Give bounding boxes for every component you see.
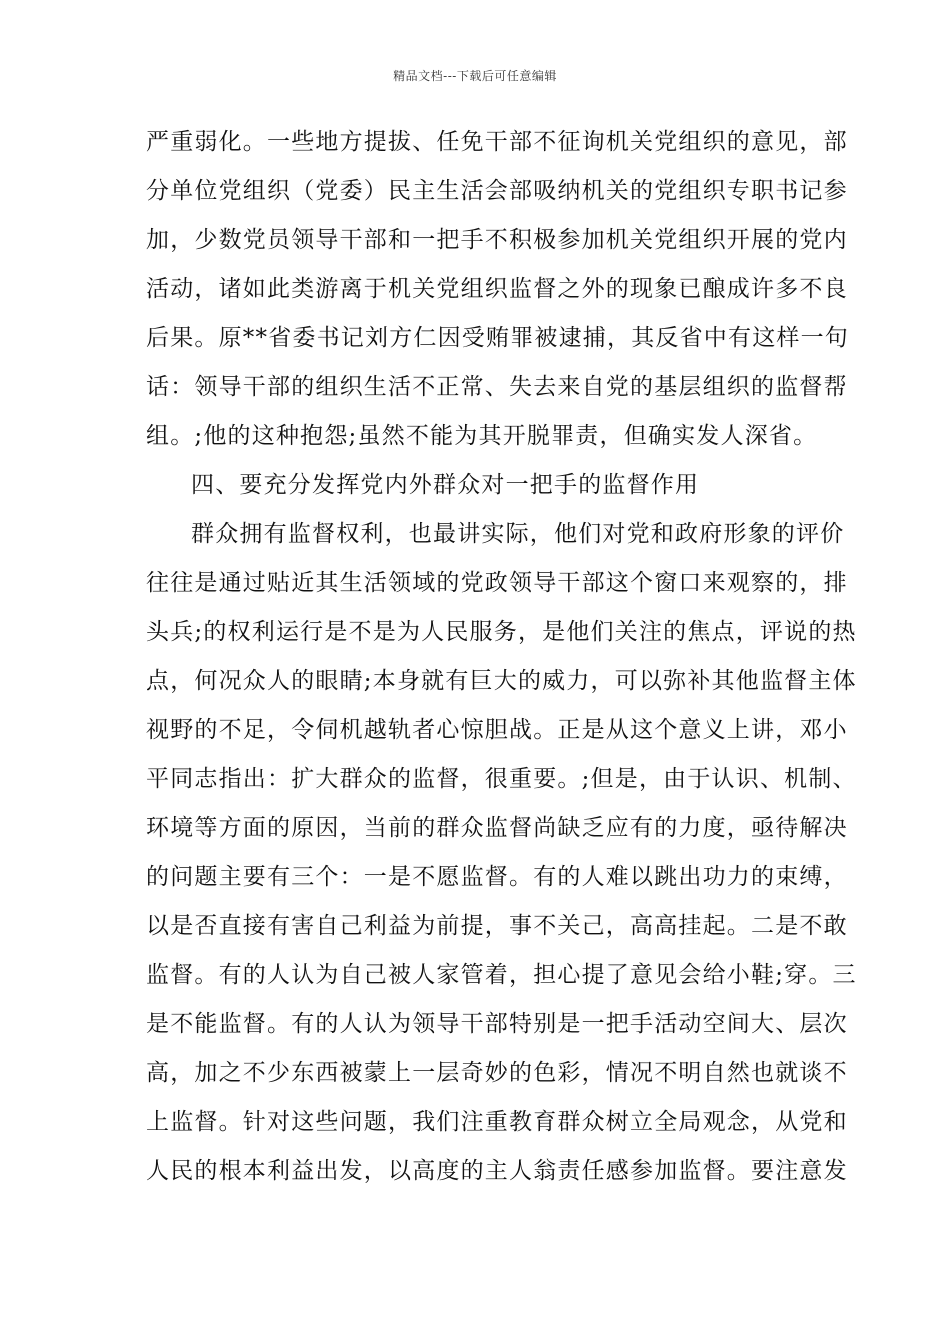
- text-line: 以是否直接有害自己利益为前提，事不关己，高高挂起。二是不敢: [146, 913, 848, 939]
- page-header: 精品文档---下载后可任意编辑: [393, 69, 557, 83]
- text-line: 人民的根本利益出发，以高度的主人翁责任感参加监督。要注意发: [146, 1158, 848, 1184]
- text-line: 往往是通过贴近其生活领域的党政领导干部这个窗口来观察的，排: [146, 570, 848, 596]
- text-line: 活动，诸如此类游离于机关党组织监督之外的现象已酿成许多不良: [146, 276, 848, 302]
- text-line: 后果。原**省委书记刘方仁因受贿罪被逮捕，其反省中有这样一句: [146, 325, 849, 351]
- section-heading: 四、要充分发挥党内外群众对一把手的监督作用: [191, 472, 700, 498]
- text-line: 平同志指出：扩大群众的监督，很重要。;但是，由于认识、机制、: [146, 766, 857, 792]
- text-line: 环境等方面的原因，当前的群众监督尚缺乏应有的力度，亟待解决: [146, 815, 848, 841]
- text-line: 点，何况众人的眼睛;本身就有巨大的威力，可以弥补其他监督主体: [146, 668, 857, 694]
- text-line: 群众拥有监督权利，也最讲实际，他们对党和政府形象的评价: [191, 521, 845, 547]
- text-line: 监督。有的人认为自己被人家管着，担心提了意见会给小鞋;穿。三: [146, 962, 857, 988]
- text-line: 高，加之不少东西被蒙上一层奇妙的色彩，情况不明自然也就谈不: [146, 1060, 848, 1086]
- text-line: 是不能监督。有的人认为领导干部特别是一把手活动空间大、层次: [146, 1011, 848, 1037]
- text-line: 视野的不足，令伺机越轨者心惊胆战。正是从这个意义上讲，邓小: [146, 717, 848, 743]
- text-line: 头兵;的权利运行是不是为人民服务，是他们关注的焦点，评说的热: [146, 619, 857, 645]
- text-line: 严重弱化。一些地方提拔、任免干部不征询机关党组织的意见，部: [146, 129, 848, 155]
- text-line: 分单位党组织（党委）民主生活会部吸纳机关的党组织专职书记参: [146, 178, 848, 204]
- text-line: 加，少数党员领导干部和一把手不积极参加机关党组织开展的党内: [146, 227, 848, 253]
- text-line: 组。;他的这种抱怨;虽然不能为其开脱罪责，但确实发人深省。: [146, 423, 818, 449]
- text-line: 上监督。针对这些问题，我们注重教育群众树立全局观念，从党和: [146, 1109, 848, 1135]
- text-line: 的问题主要有三个：一是不愿监督。有的人难以跳出功力的束缚，: [146, 864, 848, 890]
- text-line: 话：领导干部的组织生活不正常、失去来自党的基层组织的监督帮: [146, 374, 848, 400]
